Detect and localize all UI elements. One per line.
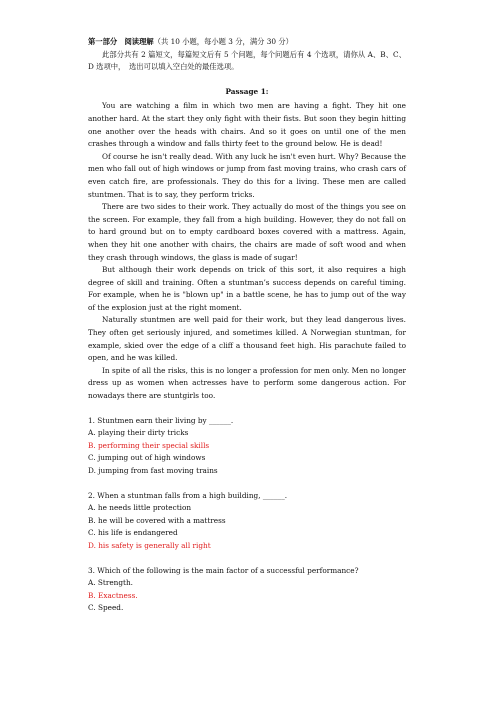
section-heading xyxy=(88,36,406,49)
passage-paragraph: You are watching a film in which two men are having a fight. They hit one another hard. At the start they only fight with their fists. But soon they begin hitting one another over the heads with chairs. And so it goes on until one of the men crashes through a window and falls thirty feet to the ground below. He is dead! xyxy=(88,101,406,149)
option-c: C. Speed. xyxy=(88,603,124,613)
question-stem: 1. Stuntmen earn their living by ______. xyxy=(88,415,234,425)
question-stem: 2. When a stuntman falls from a high building, ______. xyxy=(88,490,288,500)
question-1 xyxy=(88,415,406,478)
option-a: A. playing their dirty tricks xyxy=(88,428,189,438)
option-b-correct: B. performing their special skills xyxy=(88,440,210,450)
instructions: 此部分共有 2 篇短文，每篇短文后有 5 个问题，每个问题后有 4 个选项，请你从 A、B、C、D 选项中， 选出可以填入空白处的最佳选项。 xyxy=(88,49,406,72)
option-d-correct: D. his safety is generally all right xyxy=(88,540,211,550)
option-c: C. his life is endangered xyxy=(88,528,178,538)
part-note: （共 10 小题，每小题 3 分，满分 30 分） xyxy=(153,37,293,46)
passage-paragraph: There are two sides to their work. They actually do most of the things you see on the screen. For example, they fall from a high building. However, they do not fall on to hard ground but on to empty cardboard boxes covered with a mattress. Again, when they hit one another with chairs, the chairs are made of soft wood and when they crash through windows, the glass is made of sugar! xyxy=(88,202,406,262)
passage-title: Passage 1: xyxy=(225,86,269,96)
passage-paragraph: But although their work depends on trick of this sort, it also requires a high degree of skill and training. Often a stuntman’s success depends on careful timing. For example, when he is "blown up" in a battle scene, he has to jump out of the way of the explosion just at the right moment. xyxy=(88,265,406,312)
question-2 xyxy=(88,490,406,553)
part-title: 第一部分 阅读理解 xyxy=(88,37,154,46)
option-a: A. Strength. xyxy=(88,578,133,588)
option-b-correct: B. Exactness. xyxy=(88,590,138,600)
option-d: D. jumping from fast moving trains xyxy=(88,466,218,475)
option-b: B. he will be covered with a mattress xyxy=(88,515,226,525)
passage-paragraph: In spite of all the risks, this is no longer a profession for men only. Men no longer dress up as women when actresses have to perform some dangerous action. For nowadays there are stuntgirls too. xyxy=(88,365,406,401)
question-3 xyxy=(88,565,406,615)
passage-paragraph: Naturally stuntmen are well paid for their work, but they lead dangerous lives. They often get seriously injured, and sometimes killed. A Norwegian stuntman, for example, skied over the edge of a cliff a thousand feet high. His parachute failed to open, and he was killed. xyxy=(88,315,406,363)
option-c: C. jumping out of high windows xyxy=(88,453,206,463)
question-stem: 3. Which of the following is the main factor of a successful performance? xyxy=(88,565,359,575)
document-page xyxy=(88,36,406,615)
passage-paragraph: Of course he isn't really dead. With any luck he isn't even hurt. Why? Because the men who fall out of high windows or jump from fast moving trains, who crash cars of even catch fire, are professionals. They do this for a living. These men are called stuntmen. That is to say, they perform tricks. xyxy=(88,151,406,199)
option-a: A. he needs little protection xyxy=(88,503,192,513)
